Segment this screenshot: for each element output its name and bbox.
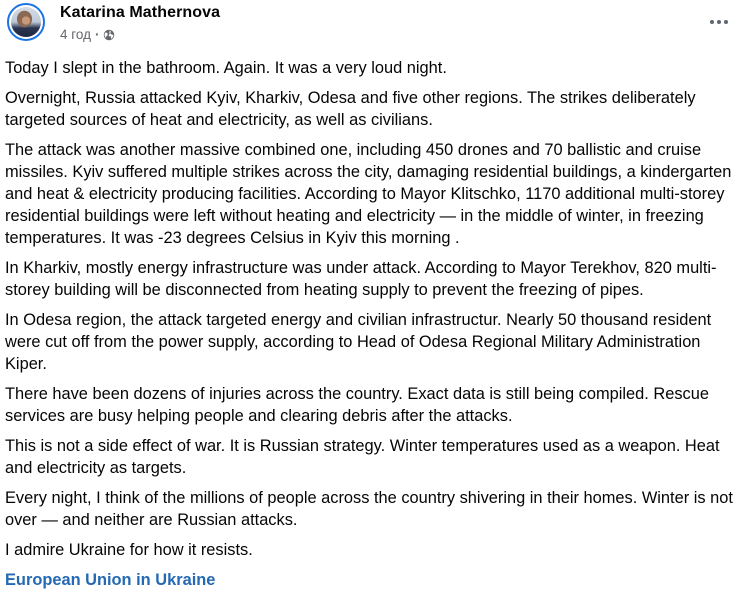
post-paragraph: In Kharkiv, mostly energy infrastructure was under attack. According to Mayor Terekhov, 820 multi-storey building will be disconnected from heating supply to prevent the freezing of pipes. bbox=[5, 259, 717, 299]
author-name[interactable]: Katarina Mathernova bbox=[60, 4, 221, 21]
post-paragraph: I admire Ukraine for how it resists. bbox=[5, 541, 253, 559]
post-header bbox=[0, 0, 743, 52]
post-paragraph: Overnight, Russia attacked Kyiv, Kharkiv, Odesa and five other regions. The strikes deliberately targeted sources of heat and electricity, as well as civilians. bbox=[5, 89, 696, 129]
post-paragraph: Every night, I think of the millions of people across the country shivering in their homes. Winter is not over — and neither are Russian attacks. bbox=[5, 489, 733, 529]
post-paragraph: The attack was another massive combined one, including 450 drones and 70 ballistic and cruise missiles. Kyiv suffered multiple strikes across the city, damaging residential buildings, a kindergarten and heat & electricity producing facilities. According to Mayor Klitschko, 1170 additional multi-storey residential buildings were left without heating and electricity — in the middle of winter, in freezing temperatures. It was -23 degrees Celsius in Kyiv this morning . bbox=[5, 141, 732, 247]
avatar-image bbox=[11, 7, 41, 37]
avatar[interactable] bbox=[7, 3, 45, 41]
more-horizontal-icon-dot bbox=[717, 20, 721, 24]
post-time[interactable]: 4 год bbox=[60, 27, 91, 42]
post-meta bbox=[60, 27, 115, 42]
tag-paragraph bbox=[5, 569, 738, 591]
european-union-in-ukraine-link[interactable]: European Union in Ukraine bbox=[5, 571, 216, 589]
post-paragraph: Today I slept in the bathroom. Again. It was a very loud night. bbox=[5, 59, 447, 77]
more-horizontal-icon-dot bbox=[724, 20, 728, 24]
more-options-button[interactable] bbox=[705, 12, 733, 32]
post-paragraph: There have been dozens of injuries across the country. Exact data is still being compiled. Rescue services are busy helping people and clearing debris after the attacks. bbox=[5, 385, 709, 425]
more-horizontal-icon-dot bbox=[710, 20, 714, 24]
globe-icon[interactable] bbox=[103, 29, 115, 41]
meta-separator: · bbox=[94, 27, 100, 42]
post-paragraph: This is not a side effect of war. It is Russian strategy. Winter temperatures used as a weapon. Heat and electricity as targets. bbox=[5, 437, 720, 477]
post-paragraph: In Odesa region, the attack targeted energy and civilian infrastructur. Nearly 50 thousand resident were cut off from the power supply, according to Head of Odesa Regional Military Administration Kiper. bbox=[5, 311, 712, 373]
post-body bbox=[5, 57, 738, 599]
